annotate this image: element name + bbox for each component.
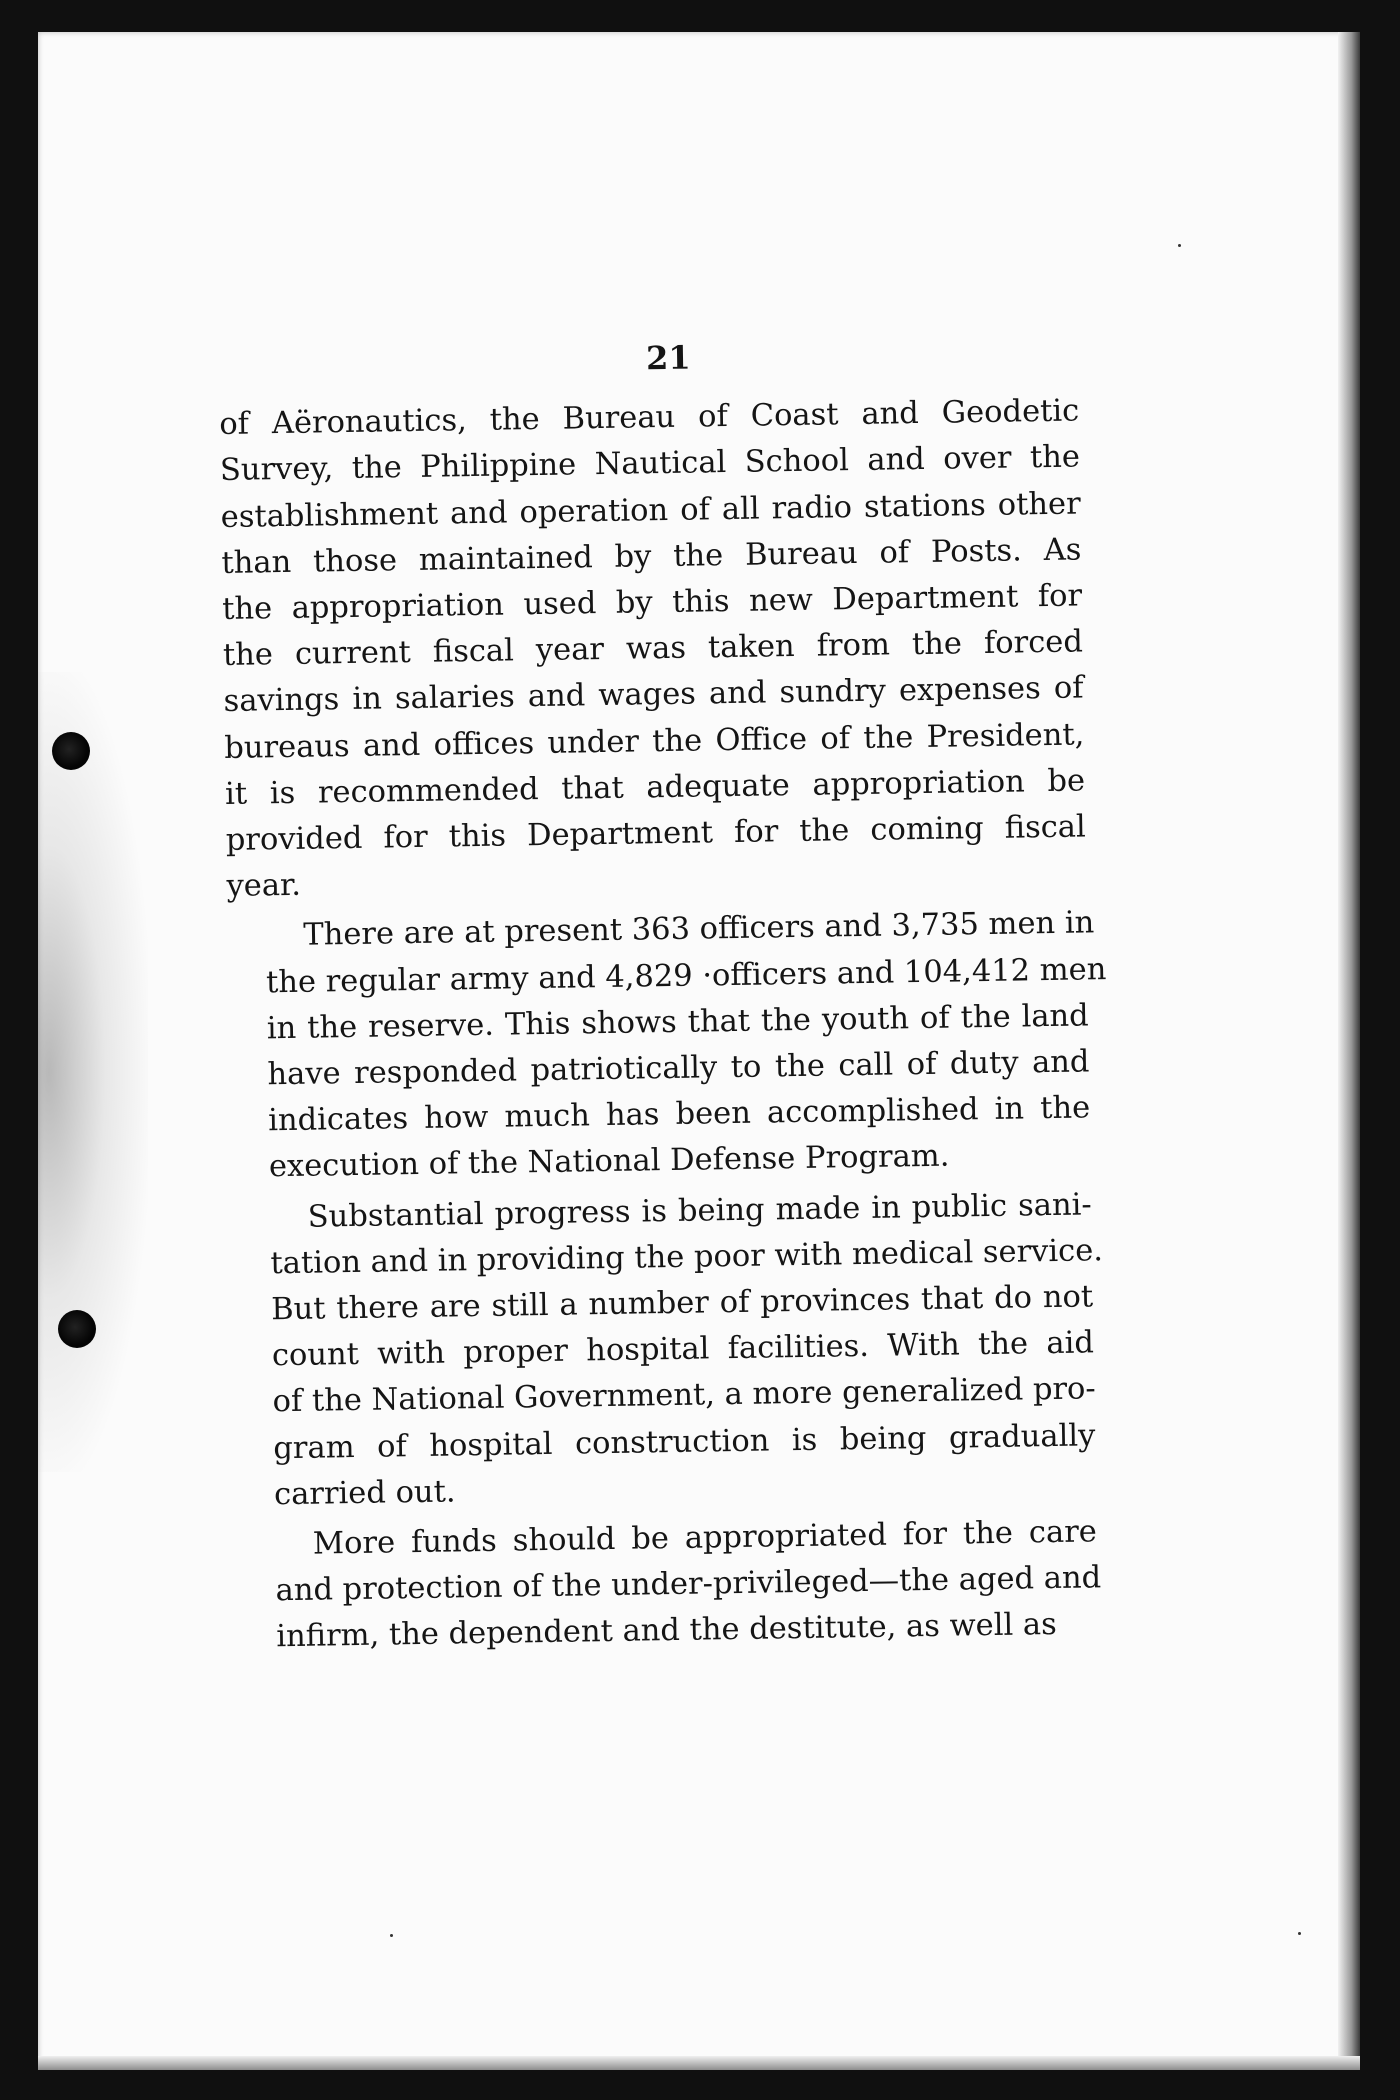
text-line: establishment and operation of all radio stations other bbox=[220, 486, 1081, 535]
text-line: provided for this Department for the coming fiscal bbox=[225, 809, 1086, 858]
text-line: There are at present 363 officers and 3,735 men in bbox=[303, 905, 1095, 954]
text-line: carried out. bbox=[273, 1474, 456, 1513]
punch-hole-icon bbox=[58, 1310, 96, 1348]
page-body bbox=[218, 328, 1107, 1665]
text-line: it is recommended that adequate appropriation be bbox=[224, 763, 1086, 812]
text-line: have responded patriotically to the call of duty and bbox=[267, 1044, 1090, 1093]
text-line: the current fiscal year was taken from the forced bbox=[222, 624, 1084, 674]
text-line: of the National Government, a more generalized pro- bbox=[272, 1371, 1096, 1420]
document-page bbox=[38, 32, 1360, 2070]
text-line: year. bbox=[226, 868, 302, 905]
binding-edge bbox=[1338, 32, 1360, 2070]
speck bbox=[1178, 244, 1181, 247]
text-line: Survey, the Philippine Nautical School and over the bbox=[219, 439, 1081, 489]
punch-hole-icon bbox=[52, 732, 90, 770]
text-line: of Aëronautics, the Bureau of Coast and Geodetic bbox=[219, 393, 1080, 443]
margin-smudge bbox=[38, 672, 148, 1472]
text-line: indicates how much has been accomplished in the bbox=[267, 1090, 1091, 1139]
paragraphs bbox=[219, 389, 1107, 1662]
speck bbox=[390, 1934, 393, 1937]
text-line: gram of hospital construction is being gradually bbox=[273, 1418, 1096, 1466]
text-line: More funds should be appropriated for the care bbox=[312, 1514, 1098, 1562]
text-line: and protection of the under-privileged—the aged and bbox=[275, 1560, 1102, 1609]
speck bbox=[1298, 1932, 1301, 1935]
page-number: 21 bbox=[645, 338, 691, 378]
paragraph bbox=[231, 1182, 1104, 1519]
text-line: the regular army and 4,829 ·officers and 104,412 men bbox=[265, 951, 1107, 1000]
text-line: bureaus and offices under the Office of the President, bbox=[224, 717, 1085, 766]
paragraph bbox=[237, 1509, 1102, 1661]
text-line: the appropriation used by this new Department for bbox=[221, 578, 1083, 627]
text-line: than those maintained by the Bureau of Posts. As bbox=[221, 532, 1082, 581]
text-line: tation and in providing the poor with medical service. bbox=[270, 1233, 1104, 1282]
paragraph bbox=[227, 901, 1107, 1192]
text-line: But there are still a number of provinces that do not bbox=[270, 1279, 1094, 1328]
bottom-edge bbox=[38, 2056, 1360, 2070]
text-line: savings in salaries and wages and sundry expenses of bbox=[223, 670, 1084, 720]
text-line: execution of the National Defense Program. bbox=[268, 1139, 950, 1185]
text-line: infirm, the dependent and the destitute, as well as bbox=[276, 1607, 1058, 1655]
text-line: count with proper hospital facilities. With the aid bbox=[271, 1325, 1095, 1374]
text-line: Substantial progress is being made in public sani- bbox=[307, 1187, 1092, 1235]
text-line: in the reserve. This shows that the youth of the land bbox=[266, 998, 1089, 1047]
paragraph bbox=[219, 389, 1087, 911]
